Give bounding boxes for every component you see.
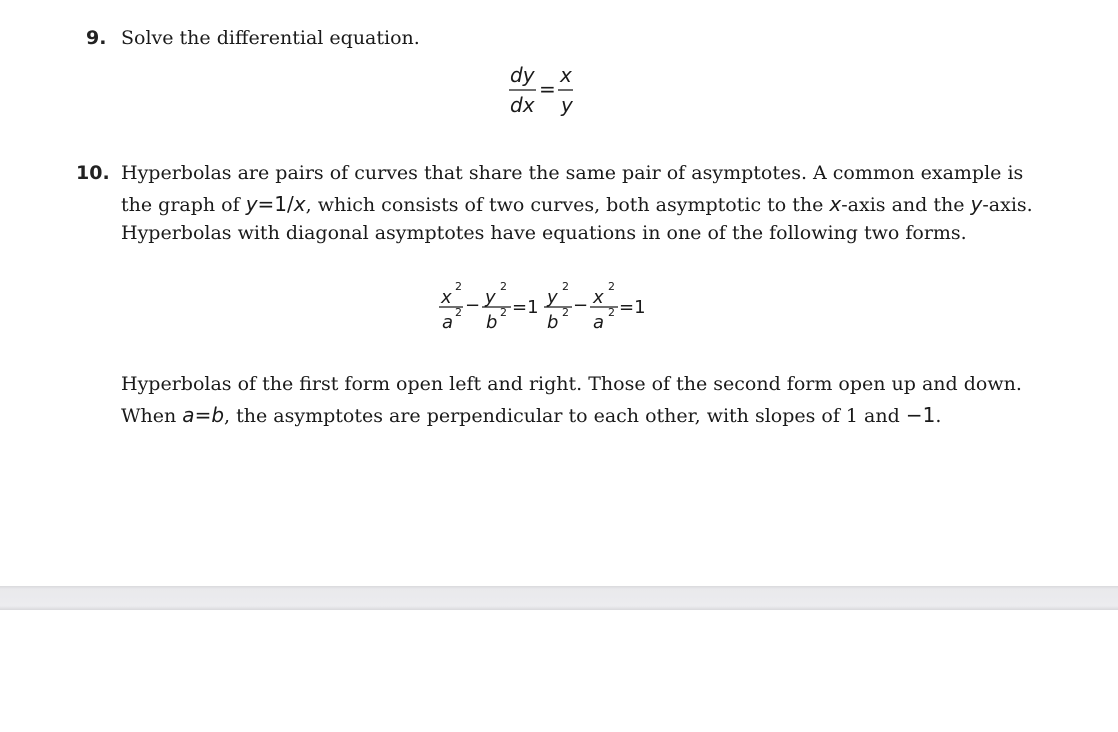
problem-10-line-5 [121, 403, 941, 427]
form1-y: y [485, 287, 496, 308]
math-x: x [293, 192, 306, 216]
next-page [0, 610, 1118, 732]
line5-text-b: , the asymptotes are perpendicular to each other, with slopes of 1 and [224, 405, 906, 427]
form1-b: b [486, 312, 498, 333]
form1-equals-one: =1 [512, 297, 539, 318]
math-y: y [245, 192, 258, 216]
math-b: b [211, 403, 225, 427]
form2-minus: − [573, 295, 589, 316]
eq-dx: dx [510, 93, 535, 117]
form1-x: x [441, 287, 452, 308]
math-y-axis: y [970, 192, 983, 216]
form1-x-sq: 2 [455, 280, 462, 293]
hyperbola-forms [436, 270, 666, 340]
line2-text-d: -axis. [982, 194, 1033, 216]
problem-9-text: Solve the differential equation. [121, 27, 420, 49]
form2-a-sq: 2 [608, 306, 615, 319]
line5-text-a: When [121, 405, 183, 427]
math-minus-one: −1 [905, 403, 936, 427]
eq-equals: = [539, 77, 556, 101]
form1-a: a [442, 312, 454, 333]
line2-text-c: -axis and the [841, 194, 971, 216]
line5-text-c: . [935, 405, 942, 427]
eq-y: y [561, 93, 573, 117]
form2-x: x [593, 287, 604, 308]
page-divider [0, 586, 1118, 610]
form2-b-sq: 2 [562, 306, 569, 319]
form2-equals-one: =1 [619, 297, 646, 318]
line2-text-a: the graph of [121, 194, 246, 216]
form1-minus: − [465, 295, 481, 316]
form1-a-sq: 2 [455, 306, 462, 319]
problem-10-line-3: Hyperbolas with diagonal asymptotes have equations in one of the following two forms. [121, 222, 967, 244]
differential-equation [505, 62, 585, 122]
line2-text-b: , which consists of two curves, both asymptotic to the [305, 194, 830, 216]
form2-y: y [547, 287, 558, 308]
math-equals-one-over: =1/ [257, 192, 294, 216]
form2-b: b [547, 312, 559, 333]
problem-10-line-2 [121, 192, 1033, 216]
problem-10-number: 10. [76, 162, 110, 184]
form1-b-sq: 2 [500, 306, 507, 319]
form2-y-sq: 2 [562, 280, 569, 293]
eq-dy: dy [510, 63, 535, 87]
problem-9-number: 9. [86, 27, 107, 49]
math-a: a [182, 403, 195, 427]
form2-x-sq: 2 [608, 280, 615, 293]
problem-10-line-4: Hyperbolas of the first form open left and right. Those of the second form open up and down. [121, 373, 1022, 395]
math-x-axis: x [829, 192, 842, 216]
form1-y-sq: 2 [500, 280, 507, 293]
math-equals: = [194, 403, 212, 427]
form2-a: a [593, 312, 605, 333]
eq-x: x [560, 63, 572, 87]
problem-10-line-1: Hyperbolas are pairs of curves that share the same pair of asymptotes. A common example is [121, 162, 1024, 184]
